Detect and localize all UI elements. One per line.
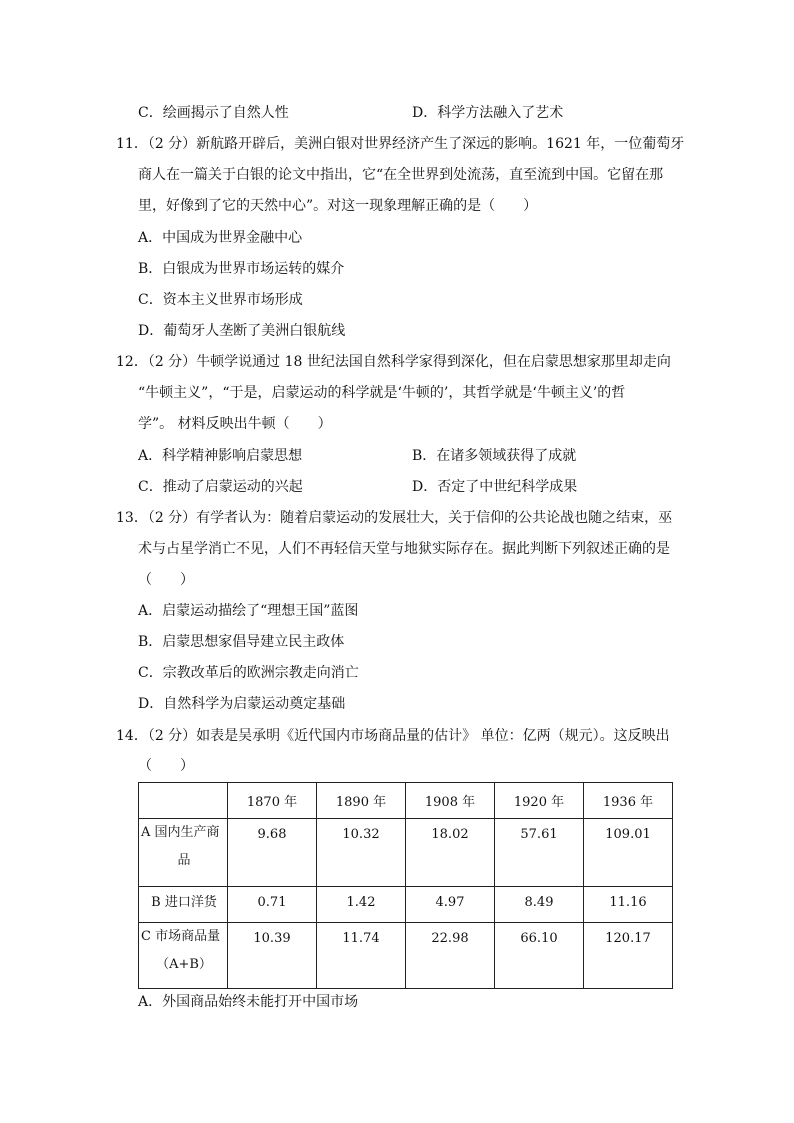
table-cell bbox=[228, 887, 317, 923]
q13-option-c: C．宗教改革后的欧洲宗教走向消亡 bbox=[138, 665, 359, 681]
q14-option-a: A．外国商品始终未能打开中国市场 bbox=[138, 994, 359, 1010]
row-label-line2: （A+B） bbox=[156, 957, 212, 972]
table-header-cell bbox=[584, 783, 673, 819]
q12-option-d: D．否定了中世纪科学成果 bbox=[412, 479, 578, 495]
q11-option-d: D．葡萄牙人垄断了美洲白银航线 bbox=[138, 323, 346, 339]
q11-stem-line2: 商人在一篇关于白银的论文中指出，它“在全世界到处流荡，直至流到中国。它留在那 bbox=[138, 167, 664, 183]
q13-option-d: D．自然科学为启蒙运动奠定基础 bbox=[138, 696, 346, 712]
table-cell bbox=[228, 819, 317, 887]
q10-option-c: C．绘画揭示了自然人性 bbox=[138, 105, 289, 121]
table-header-cell bbox=[495, 783, 584, 819]
cell-value: 9.68 bbox=[257, 827, 287, 842]
table-cell bbox=[495, 819, 584, 887]
q11-stem-line1: 11．（2 分）新航路开辟后，美洲白银对世界经济产生了深远的影响。1621 年，一位葡萄牙 bbox=[116, 136, 685, 152]
cell-value: 8.49 bbox=[524, 895, 554, 910]
cell-value: 120.17 bbox=[605, 931, 651, 946]
cell-value: 11.74 bbox=[342, 931, 380, 946]
table-header-label: 1870 年 bbox=[246, 795, 298, 810]
q13-stem-line1: 13．（2 分）有学者认为：随着启蒙运动的发展壮大，关于信仰的公共论战也随之结束，巫 bbox=[116, 510, 673, 526]
table-cell bbox=[317, 923, 406, 989]
table-cell bbox=[584, 887, 673, 923]
q12-stem-line2: “牛顿主义”，“于是，启蒙运动的科学就是‘牛顿的’，其哲学就是‘牛顿主义’的哲 bbox=[138, 385, 626, 401]
row-label-line1: B 进口洋货 bbox=[151, 895, 217, 910]
row-label-line1: C 市场商品量 bbox=[141, 929, 221, 944]
table-cell bbox=[584, 819, 673, 887]
row-label-line2: 品 bbox=[177, 853, 191, 868]
q13-stem-line3: （ ） bbox=[138, 572, 194, 588]
table-header-row bbox=[139, 783, 673, 819]
cell-value: 22.98 bbox=[431, 931, 469, 946]
q12-option-b: B．在诸多领域获得了成就 bbox=[412, 448, 577, 464]
table-row bbox=[139, 819, 673, 887]
table-cell bbox=[495, 923, 584, 989]
table-header-cell bbox=[317, 783, 406, 819]
q10-option-d: D．科学方法融入了艺术 bbox=[412, 105, 564, 121]
table-row bbox=[139, 923, 673, 989]
q11-stem-line3: 里，好像到了它的天然中心”。对这一现象理解正确的是（ ） bbox=[138, 198, 538, 214]
table-header-label: 1936 年 bbox=[602, 795, 654, 810]
cell-value: 18.02 bbox=[431, 827, 469, 842]
q13-stem-line2: 术与占星学消亡不见，人们不再轻信天堂与地狱实际存在。据此判断下列叙述正确的是 bbox=[138, 541, 670, 557]
table-header-cell bbox=[406, 783, 495, 819]
q12-option-a: A．科学精神影响启蒙思想 bbox=[138, 448, 303, 464]
q14-stem-line2: （ ） bbox=[138, 758, 194, 774]
table-header-label: 1890 年 bbox=[335, 795, 387, 810]
table-row-label bbox=[139, 923, 228, 989]
table-header-label: 1920 年 bbox=[513, 795, 565, 810]
cell-value: 57.61 bbox=[520, 827, 558, 842]
cell-value: 4.97 bbox=[435, 895, 465, 910]
row-label-line1: A 国内生产商 bbox=[141, 825, 220, 840]
table-cell bbox=[495, 887, 584, 923]
table-cell bbox=[406, 887, 495, 923]
cell-value: 11.16 bbox=[609, 895, 647, 910]
table-row-label bbox=[139, 887, 228, 923]
table-cell bbox=[584, 923, 673, 989]
market-volume-table bbox=[138, 782, 673, 989]
q12-option-c: C．推动了启蒙运动的兴起 bbox=[138, 479, 303, 495]
q13-option-a: A．启蒙运动描绘了“理想王国”蓝图 bbox=[138, 603, 359, 619]
table-row-label bbox=[139, 819, 228, 887]
table-cell bbox=[228, 923, 317, 989]
q13-option-b: B．启蒙思想家倡导建立民主政体 bbox=[138, 634, 345, 650]
q11-option-b: B．白银成为世界市场运转的媒介 bbox=[138, 261, 345, 277]
q12-stem-line1: 12．（2 分）牛顿学说通过 18 世纪法国自然科学家得到深化，但在启蒙思想家那里却走向 bbox=[116, 354, 671, 370]
q11-option-a: A．中国成为世界金融中心 bbox=[138, 230, 303, 246]
cell-value: 0.71 bbox=[257, 895, 287, 910]
table-header-cell bbox=[228, 783, 317, 819]
table-header-cell bbox=[139, 783, 228, 819]
table-cell bbox=[317, 819, 406, 887]
cell-value: 10.32 bbox=[342, 827, 380, 842]
table-cell bbox=[406, 819, 495, 887]
q12-stem-line3: 学”。 材料反映出牛顿（ ） bbox=[138, 416, 332, 432]
table-cell bbox=[317, 887, 406, 923]
table-row bbox=[139, 887, 673, 923]
cell-value: 66.10 bbox=[520, 931, 558, 946]
q14-stem-line1: 14．（2 分）如表是吴承明《近代国内市场商品量的估计》 单位：亿两（规元）。这反映出 bbox=[116, 728, 670, 744]
table-cell bbox=[406, 923, 495, 989]
cell-value: 109.01 bbox=[605, 827, 651, 842]
cell-value: 1.42 bbox=[346, 895, 376, 910]
table-header-label: 1908 年 bbox=[424, 795, 476, 810]
q11-option-c: C．资本主义世界市场形成 bbox=[138, 292, 303, 308]
cell-value: 10.39 bbox=[253, 931, 291, 946]
